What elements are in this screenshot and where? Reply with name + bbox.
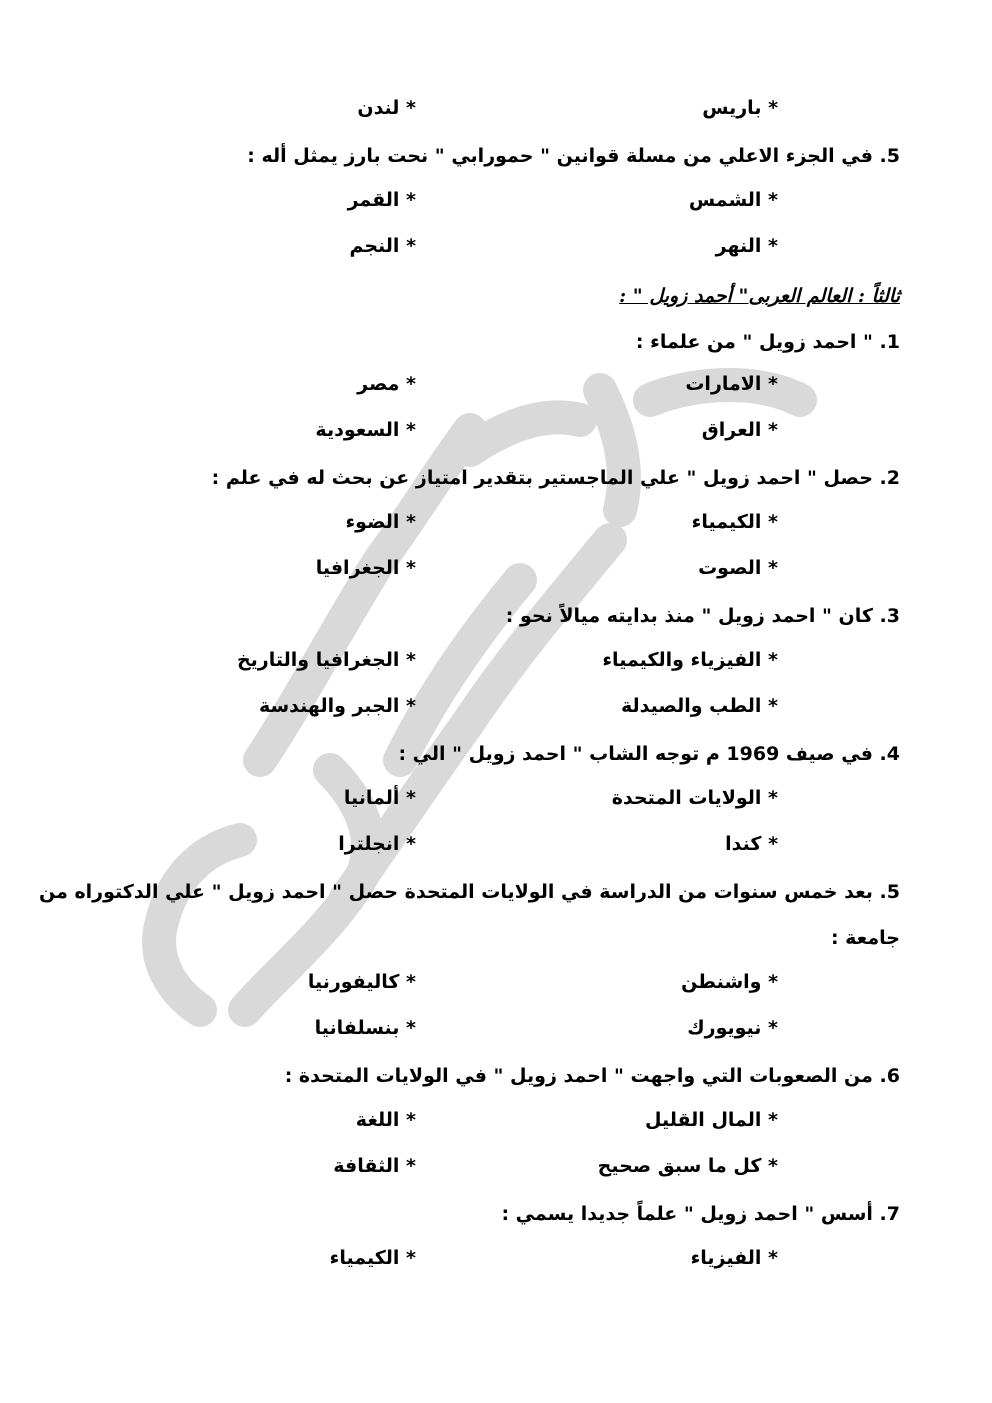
option: * الولايات المتحدة (611, 787, 778, 809)
question-text: 7. أسس " احمد زويل " علماً جديدا يسمي : (501, 1203, 900, 1225)
option: * الكيمياء (691, 511, 778, 533)
option: * السعودية (315, 419, 416, 441)
question-text: 1. " احمد زويل " من علماء : (635, 331, 900, 353)
option: * الطب والصيدلة (620, 695, 778, 717)
option: * اللغة (355, 1109, 416, 1131)
option: * النهر (715, 235, 778, 257)
option: * الفيزياء والكيمياء (602, 649, 778, 671)
option: * الشمس (688, 189, 778, 211)
option: * القمر (347, 189, 416, 211)
option: * المال القليل (645, 1109, 778, 1131)
question-text: 6. من الصعوبات التي واجهت " احمد زويل " في الولايات المتحدة : (284, 1065, 900, 1087)
option: * لندن (357, 97, 416, 119)
question-text: 5. في الجزء الاعلي من مسلة قوانين " حمورابي " نحت بارز يمثل أله : (247, 145, 900, 167)
option: * كاليفورنيا (307, 971, 416, 993)
option: * العراق (701, 419, 778, 441)
option: * ألمانيا (343, 787, 416, 809)
question-text: 3. كان " احمد زويل " منذ بدايته ميالاً نحو : (505, 605, 900, 627)
option: * مصر (357, 373, 416, 395)
question-text-continuation: جامعة : (830, 927, 900, 949)
option: * الجغرافيا (315, 557, 416, 579)
option: * النجم (349, 235, 416, 257)
option: * كل ما سبق صحيح (597, 1155, 778, 1177)
option: * الصوت (698, 557, 778, 579)
option: * كندا (725, 833, 778, 855)
option: * الضوء (345, 511, 416, 533)
option: * بنسلفانيا (314, 1017, 416, 1039)
option: * الامارات (685, 373, 778, 395)
question-text: 5. بعد خمس سنوات من الدراسة في الولايات المتحدة حصل " احمد زويل " علي الدكتوراه من (38, 881, 900, 903)
question-text: 4. في صيف 1969 م توجه الشاب " احمد زويل " الي : (398, 743, 900, 765)
option: * باريس (702, 97, 778, 119)
option: * انجلترا (338, 833, 416, 855)
question-text: 2. حصل " احمد زويل " علي الماجستير بتقدير امتياز عن بحث له في علم : (211, 467, 900, 489)
option: * واشنطن (681, 971, 778, 993)
section-title: ثالثاً : العالم العربى" أحمد زويل " : (619, 285, 900, 307)
option: * الجبر والهندسة (258, 695, 416, 717)
option: * الجغرافيا والتاريخ (236, 649, 416, 671)
option: * الثقافة (333, 1155, 416, 1177)
option: * الفيزياء (690, 1247, 778, 1269)
option: * نيويورك (687, 1017, 778, 1039)
option: * الكيمياء (329, 1247, 416, 1269)
